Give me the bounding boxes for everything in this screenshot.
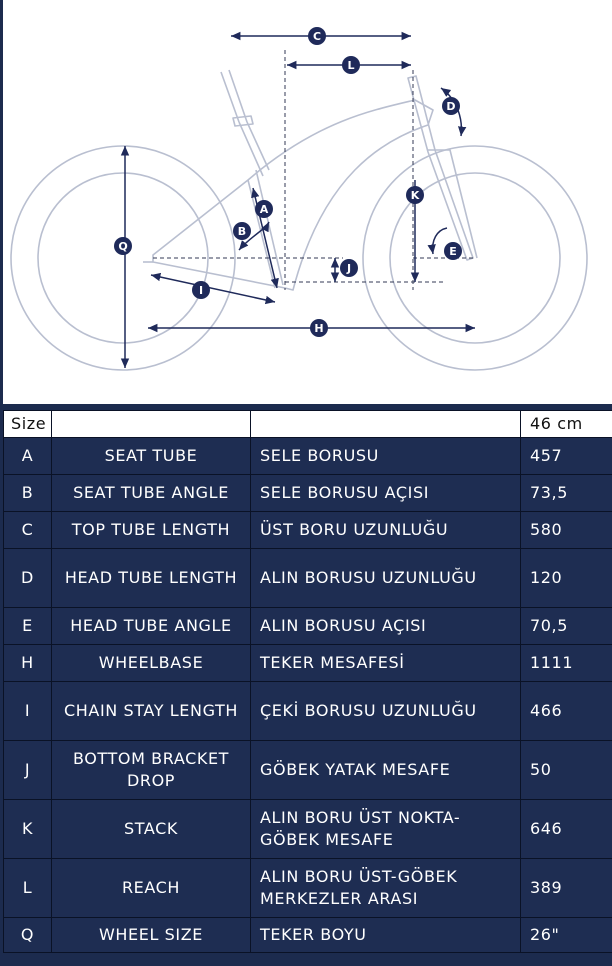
- row-english: BOTTOM BRACKET DROP: [52, 741, 251, 800]
- badge-e: [444, 242, 462, 260]
- svg-text:A: A: [259, 203, 269, 216]
- row-code: L: [4, 859, 52, 918]
- row-english: HEAD TUBE ANGLE: [52, 608, 251, 645]
- row-value: 389: [521, 859, 612, 918]
- table-row: [4, 800, 612, 859]
- row-turkish: TEKER MESAFESİ: [251, 645, 521, 682]
- row-turkish: TEKER BOYU: [251, 918, 521, 953]
- row-value: 1111: [521, 645, 612, 682]
- dimension-i-arrow: [151, 275, 275, 302]
- row-code: Q: [4, 918, 52, 953]
- row-value: 120: [521, 549, 612, 608]
- row-english: HEAD TUBE LENGTH: [52, 549, 251, 608]
- dimension-arrows: [125, 36, 475, 368]
- table-row: [4, 859, 612, 918]
- svg-text:B: B: [237, 225, 247, 238]
- row-turkish: GÖBEK YATAK MESAFE: [251, 741, 521, 800]
- table-row: [4, 475, 612, 512]
- table-row: [4, 682, 612, 741]
- bike-geometry-svg: [3, 0, 612, 404]
- bike-frame: [143, 70, 477, 290]
- row-turkish: ALIN BORUSU AÇISI: [251, 608, 521, 645]
- badge-d: [442, 97, 460, 115]
- row-english: SEAT TUBE ANGLE: [52, 475, 251, 512]
- row-english: TOP TUBE LENGTH: [52, 512, 251, 549]
- svg-text:E: E: [449, 245, 457, 258]
- row-value: 26": [521, 918, 612, 953]
- row-code: J: [4, 741, 52, 800]
- row-value: 466: [521, 682, 612, 741]
- row-code: K: [4, 800, 52, 859]
- row-turkish: ÜST BORU UZUNLUĞU: [251, 512, 521, 549]
- badge-q: [114, 237, 132, 255]
- svg-text:J: J: [346, 262, 352, 275]
- row-turkish: SELE BORUSU AÇISI: [251, 475, 521, 512]
- reference-lines: [153, 50, 475, 290]
- table-row: [4, 741, 612, 800]
- header-value: 46 cm: [521, 411, 612, 438]
- front-wheel: [363, 146, 587, 370]
- table-row: [4, 645, 612, 682]
- table-row: [4, 608, 612, 645]
- svg-text:I: I: [198, 284, 204, 297]
- row-code: B: [4, 475, 52, 512]
- table-row: [4, 512, 612, 549]
- row-value: 73,5: [521, 475, 612, 512]
- svg-text:C: C: [312, 30, 322, 43]
- row-code: E: [4, 608, 52, 645]
- bike-geometry-diagram: [0, 0, 612, 404]
- row-code: C: [4, 512, 52, 549]
- badge-l: [342, 56, 360, 74]
- row-english: WHEELBASE: [52, 645, 251, 682]
- badge-h: [310, 319, 328, 337]
- badge-i: [192, 281, 210, 299]
- svg-text:D: D: [446, 100, 456, 113]
- badge-j: [340, 259, 358, 277]
- row-value: 50: [521, 741, 612, 800]
- row-code: H: [4, 645, 52, 682]
- table-row: [4, 549, 612, 608]
- table-row: [4, 438, 612, 475]
- svg-text:K: K: [410, 189, 420, 202]
- badge-b: [233, 222, 251, 240]
- row-turkish: SELE BORUSU: [251, 438, 521, 475]
- table-header-row: [4, 411, 612, 438]
- row-english: WHEEL SIZE: [52, 918, 251, 953]
- badge-k: [406, 186, 424, 204]
- header-en: [52, 411, 251, 438]
- row-code: D: [4, 549, 52, 608]
- row-code: A: [4, 438, 52, 475]
- table-row: [4, 918, 612, 953]
- svg-text:L: L: [347, 59, 355, 72]
- row-value: 646: [521, 800, 612, 859]
- row-english: REACH: [52, 859, 251, 918]
- rear-wheel: [11, 146, 235, 370]
- svg-text:Q: Q: [118, 240, 128, 253]
- badge-a: [255, 200, 273, 218]
- header-size: Size: [4, 411, 52, 438]
- row-english: STACK: [52, 800, 251, 859]
- svg-text:H: H: [314, 322, 324, 335]
- row-value: 70,5: [521, 608, 612, 645]
- row-code: I: [4, 682, 52, 741]
- badge-c: [308, 27, 326, 45]
- dimension-badges: [114, 27, 462, 337]
- row-english: SEAT TUBE: [52, 438, 251, 475]
- row-turkish: ALIN BORUSU UZUNLUĞU: [251, 549, 521, 608]
- geometry-table: [3, 410, 612, 953]
- row-turkish: ÇEKİ BORUSU UZUNLUĞU: [251, 682, 521, 741]
- row-value: 457: [521, 438, 612, 475]
- row-value: 580: [521, 512, 612, 549]
- row-turkish: ALIN BORU ÜST-GÖBEK MERKEZLER ARASI: [251, 859, 521, 918]
- header-tr: [251, 411, 521, 438]
- row-english: CHAIN STAY LENGTH: [52, 682, 251, 741]
- row-turkish: ALIN BORU ÜST NOKTA-GÖBEK MESAFE: [251, 800, 521, 859]
